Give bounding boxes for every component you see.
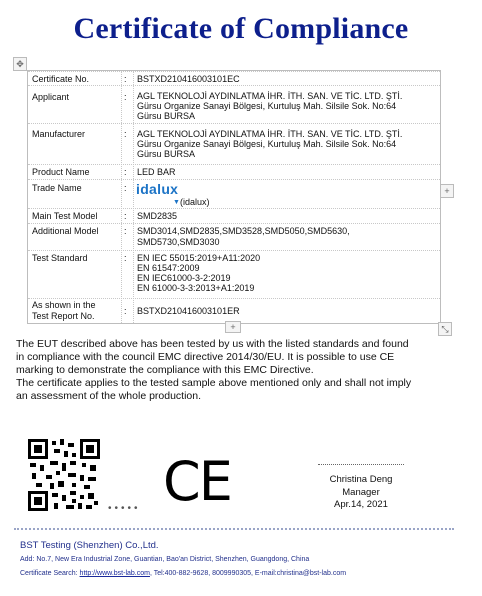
footer-address: Add: No.7, New Era Industrial Zone, Guantian, Bao'an District, Shenzhen, Guangdong, China (20, 556, 310, 563)
row-label: Product Name (32, 167, 90, 177)
table-row: Trade Name : idalux ▼ (idalux) (28, 179, 440, 208)
row-value: SMD3014,SMD2835,SMD3528,SMD5050,SMD5630, (137, 226, 350, 236)
table-row: Additional Model : SMD3014,SMD2835,SMD3528,SMD5050,SMD5630, SMD5730,SMD3030 (28, 223, 440, 250)
row-value: EN IEC61000-3-2:2019 (137, 273, 231, 283)
row-value: AGL TEKNOLOJİ AYDINLATMA İHR. İTH. SAN. VE TİC. LTD. ŞTİ. (137, 91, 403, 101)
website-link[interactable]: http://www.bst-lab.com (79, 570, 150, 577)
row-value: LED BAR (137, 167, 176, 177)
row-value: EN 61000-3-3:2013+A1:2019 (137, 283, 255, 293)
row-value: SMD2835 (137, 211, 178, 221)
logo-wave-icon: ▼ (173, 199, 180, 206)
table-resize-handle-icon[interactable]: ⤡ (438, 322, 452, 336)
add-row-icon[interactable]: + (225, 321, 241, 333)
table-row: As shown in the Test Report No. : BSTXD210416003101ER (28, 298, 440, 324)
row-value: BSTXD210416003101EC (137, 74, 240, 84)
table-row: Applicant : AGL TEKNOLOJİ AYDINLATMA İHR. İTH. SAN. VE TİC. LTD. ŞTİ. Gürsu Organize Sanayi Bölgesi, Kurtuluş Mah. Silsile Sok. No:64 Gürsu BURSA (28, 85, 440, 123)
row-value: EN 61547:2009 (137, 263, 200, 273)
table-row: Product Name : LED BAR (28, 164, 440, 179)
row-label: Manufacturer (32, 129, 86, 139)
row-value: Gürsu BURSA (137, 149, 196, 159)
add-column-icon[interactable]: + (440, 184, 454, 198)
row-label: As shown in the (32, 300, 96, 310)
row-value: Gürsu Organize Sanayi Bölgesi, Kurtuluş Mah. Silsile Sok. No:64 (137, 139, 397, 149)
ce-mark: CE (163, 450, 231, 513)
row-value: SMD5730,SMD3030 (137, 237, 220, 247)
row-value: Gürsu Organize Sanayi Bölgesi, Kurtuluş Mah. Silsile Sok. No:64 (137, 101, 397, 111)
footer-divider (14, 528, 454, 530)
row-label: Trade Name (32, 183, 82, 193)
row-label: Applicant (32, 92, 70, 102)
certificate-table (27, 70, 441, 324)
row-label: Test Standard (32, 253, 88, 263)
footer-contact: Certificate Search: http://www.bst-lab.com, Tel:400-882-9628, 8009990305, E-mail:christina@bst-lab.com (20, 570, 347, 577)
dot-leader: ••••• (108, 503, 141, 514)
signatory-title: Manager (342, 486, 380, 498)
table-row: Main Test Model : SMD2835 (28, 208, 440, 223)
idalux-logo: idalux (136, 181, 179, 197)
row-value: (idalux) (180, 197, 210, 207)
compliance-statement: The EUT described above has been tested by us with the listed standards and found in compliance with the council EMC directive 2014/30/EU. It is possible to use CE marking to demonstrate the compliance with this EMC Directive. The certificate applies to the tested sample above mentioned only and shall not imply an assessment of the whole production. (16, 338, 412, 402)
signatory-block (300, 474, 422, 512)
row-value: AGL TEKNOLOJİ AYDINLATMA İHR. İTH. SAN. VE TİC. LTD. ŞTİ. (137, 129, 403, 139)
row-value: BSTXD210416003101ER (137, 306, 240, 316)
row-label: Main Test Model (32, 211, 98, 221)
qr-code (28, 439, 100, 511)
signature-date: Apr.14, 2021 (334, 499, 388, 510)
row-label: Test Report No. (32, 311, 95, 321)
row-value: EN IEC 55015:2019+A11:2020 (137, 253, 261, 263)
footer-company: BST Testing (Shenzhen) Co.,Ltd. (20, 540, 159, 551)
row-value: Gürsu BURSA (137, 111, 196, 121)
certificate-title: Certificate of Compliance (73, 12, 409, 45)
table-row: Certificate No. : BSTXD210416003101EC (28, 71, 440, 85)
signatory-name: Christina Deng (329, 474, 393, 485)
table-move-handle-icon[interactable]: ✥ (13, 57, 27, 71)
table-row: Test Standard : EN IEC 55015:2019+A11:2020 EN 61547:2009 EN IEC61000-3-2:2019 EN 61000-3-3:2013+A1:2019 (28, 250, 440, 298)
table-row: Manufacturer : AGL TEKNOLOJİ AYDINLATMA İHR. İTH. SAN. VE TİC. LTD. ŞTİ. Gürsu Organize Sanayi Bölgesi, Kurtuluş Mah. Silsile Sok. No:64 Gürsu BURSA (28, 123, 440, 164)
row-label: Certificate No. (32, 74, 90, 84)
signature-line (318, 464, 404, 465)
row-label: Additional Model (32, 226, 99, 236)
